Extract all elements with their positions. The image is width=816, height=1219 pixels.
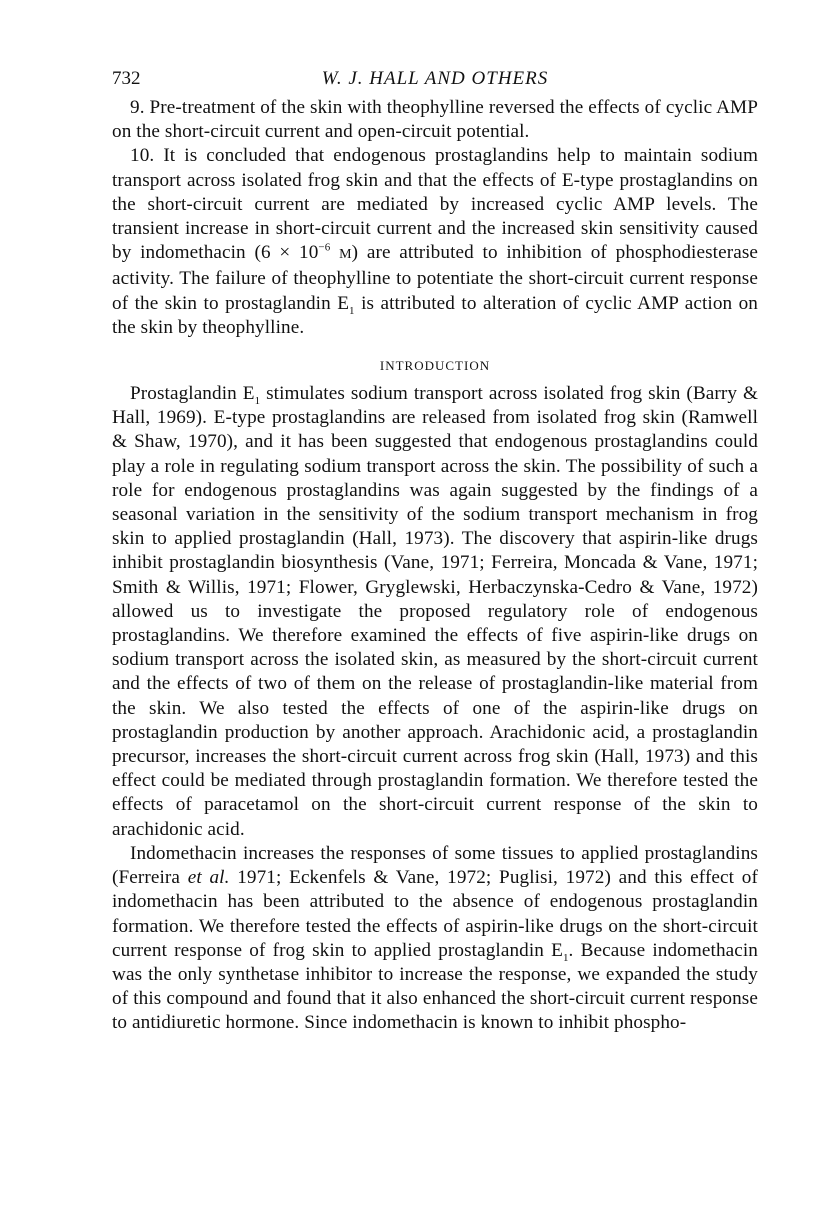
intro-p2-subscript: 1: [562, 951, 569, 964]
summary-item-9: [112, 96, 758, 144]
intro-p2-text-a: Indomethacin increases the responses of some tissues to applied prostaglandins (Ferreira: [112, 842, 758, 889]
running-header: [112, 68, 758, 96]
subscript-1: 1: [349, 304, 355, 317]
concentration-multiplier: 6 × 10: [260, 242, 319, 264]
concentration-unit: M: [339, 247, 352, 263]
intro-p1-subscript: 1: [254, 394, 261, 407]
intro-p2-text-c: . Because indomethacin was the only synthetase inhibitor to increase the response, we expanded the study of this compound and found that it also enhanced the short-circuit current response to antidiuretic hormone. Since indomethacin is known to inhibit phospho-: [112, 939, 758, 1034]
journal-page: [112, 68, 758, 1036]
running-title: W. J. HALL AND OTHERS: [321, 68, 549, 89]
page-number: 732: [112, 68, 141, 89]
intro-p2-text-b: 1971; Eckenfels & Vane, 1972; Puglisi, 1972) and this effect of indomethacin has been attributed to the absence of endogenous prostaglandin formation. We therefore tested the effects of aspirin-like drugs on the short-circuit current response of frog skin to applied prostaglandin E: [112, 867, 758, 961]
summary-item-10: [112, 144, 758, 340]
intro-p1-start: Prostaglandin E: [130, 383, 255, 405]
indomethacin-concentration: [261, 242, 352, 263]
intro-p2-et-al: et al.: [187, 867, 230, 889]
section-heading-introduction: INTRODUCTION: [379, 358, 491, 374]
intro-p1-text: stimulates sodium transport across isolated frog skin (Barry & Hall, 1969). E-type prostaglandins are released from isolated frog skin (Ramwell & Shaw, 1970), and it has been suggested that endogenous prostaglandins could play a role in regulating sodium transport across the skin. The possibility of such a role for endogenous prostaglandins was again suggested by the findings of a seasonal variation in the sensitivity of the sodium transport mechanism in frog skin to applied prostaglandin (Hall, 1973). The discovery that aspirin-like drugs inhibit prostaglandin biosynthesis (Vane, 1971; Ferreira, Moncada & Vane, 1971; Smith & Willis, 1971; Flower, Gryglewski, Herbaczynska-Cedro & Vane, 1972) allowed us to investigate the proposed regulatory role of endogenous prostaglandins. We therefore examined the effects of five aspirin-like drugs on sodium transport across the isolated skin, as measured by the short-circuit current and the effects of two of them on the release of prostaglandin-like material from the skin. We also tested the effects of one of the aspirin-like drugs on prostaglandin production by another approach. Arachidonic acid, a prostaglandin precursor, increases the short-circuit current across frog skin (Hall, 1973) and this effect could be mediated through prostaglandin formation. We therefore tested the effects of paracetamol on the short-circuit current response of the skin to arachidonic acid.: [112, 383, 758, 840]
intro-paragraph-1: [112, 382, 758, 842]
intro-paragraph-2: [112, 842, 758, 1036]
summary-item-10-text-c: is attributed to alteration of cyclic AMP action on the skin by theophylline.: [112, 292, 759, 338]
summary-item-10-text-a: 10. It is concluded that endogenous prostaglandins help to maintain sodium transport across isolated frog skin and that the effects of E-type prostaglandins on the short-circuit current are mediated by increased cyclic AMP levels. The transient increase in short-circuit current and the increased skin sensitivity caused by indomethacin (: [112, 145, 758, 264]
summary-item-10-text-b: ) are attributed to inhibition of phosphodiesterase activity. The failure of theophylline to potentiate the short-circuit current response of the skin to prostaglandin E: [112, 242, 759, 314]
summary-item-9-text: 9. Pre-treatment of the skin with theophylline reversed the effects of cyclic AMP on the short-circuit current and open-circuit potential.: [112, 97, 758, 143]
concentration-exponent: −6: [318, 241, 331, 254]
